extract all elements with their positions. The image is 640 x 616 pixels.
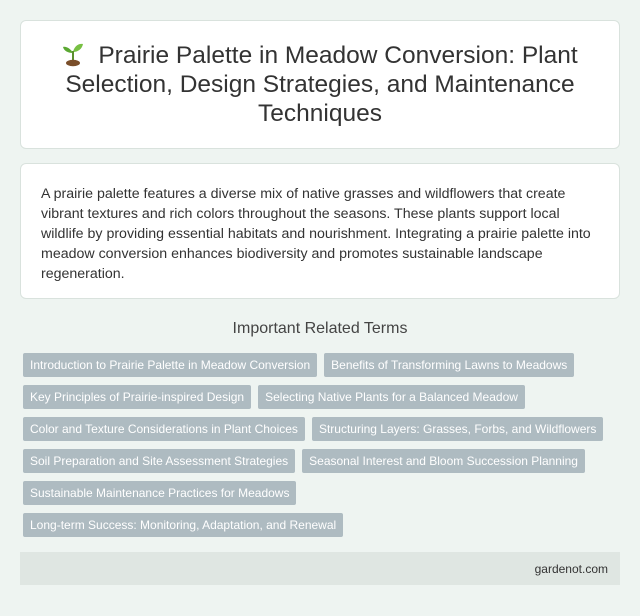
- description-card: [20, 163, 620, 299]
- related-term-tag[interactable]: Benefits of Transforming Lawns to Meadows: [324, 353, 574, 377]
- tag-row: [23, 385, 623, 417]
- tag-row: [23, 353, 623, 385]
- page-title: [51, 41, 589, 128]
- related-term-tag[interactable]: Seasonal Interest and Bloom Succession Planning: [302, 449, 585, 473]
- related-term-tag[interactable]: Structuring Layers: Grasses, Forbs, and Wildflowers: [312, 417, 603, 441]
- sprout-icon: [62, 41, 84, 67]
- description-text: A prairie palette features a diverse mix of native grasses and wildflowers that create vibrant textures and rich colors throughout the seasons. These plants support local wildlife by providing essential habitats and nourishment. Integrating a prairie palette into meadow conversion enhances biodiversity and promotes sustainable landscape regeneration.: [41, 186, 591, 282]
- page-title-text: Prairie Palette in Meadow Conversion: Plant Selection, Design Strategies, and Maintenance Techniques: [65, 42, 578, 127]
- related-term-tag[interactable]: Long-term Success: Monitoring, Adaptation, and Renewal: [23, 513, 343, 537]
- related-terms-list: [23, 353, 623, 545]
- related-terms-heading: Important Related Terms: [232, 320, 408, 337]
- tag-row: [23, 449, 623, 481]
- related-term-tag[interactable]: Color and Texture Considerations in Plant Choices: [23, 417, 305, 441]
- title-card: [20, 20, 620, 149]
- related-term-tag[interactable]: Sustainable Maintenance Practices for Meadows: [23, 481, 296, 505]
- footer-site-link[interactable]: gardenot.com: [534, 561, 608, 576]
- footer: [20, 552, 620, 585]
- tag-row: [23, 513, 623, 545]
- related-term-tag[interactable]: Introduction to Prairie Palette in Meadow Conversion: [23, 353, 317, 377]
- tag-row: [23, 417, 623, 449]
- related-term-tag[interactable]: Soil Preparation and Site Assessment Strategies: [23, 449, 295, 473]
- tag-row: [23, 481, 623, 513]
- related-term-tag[interactable]: Key Principles of Prairie-inspired Design: [23, 385, 251, 409]
- related-term-tag[interactable]: Selecting Native Plants for a Balanced Meadow: [258, 385, 525, 409]
